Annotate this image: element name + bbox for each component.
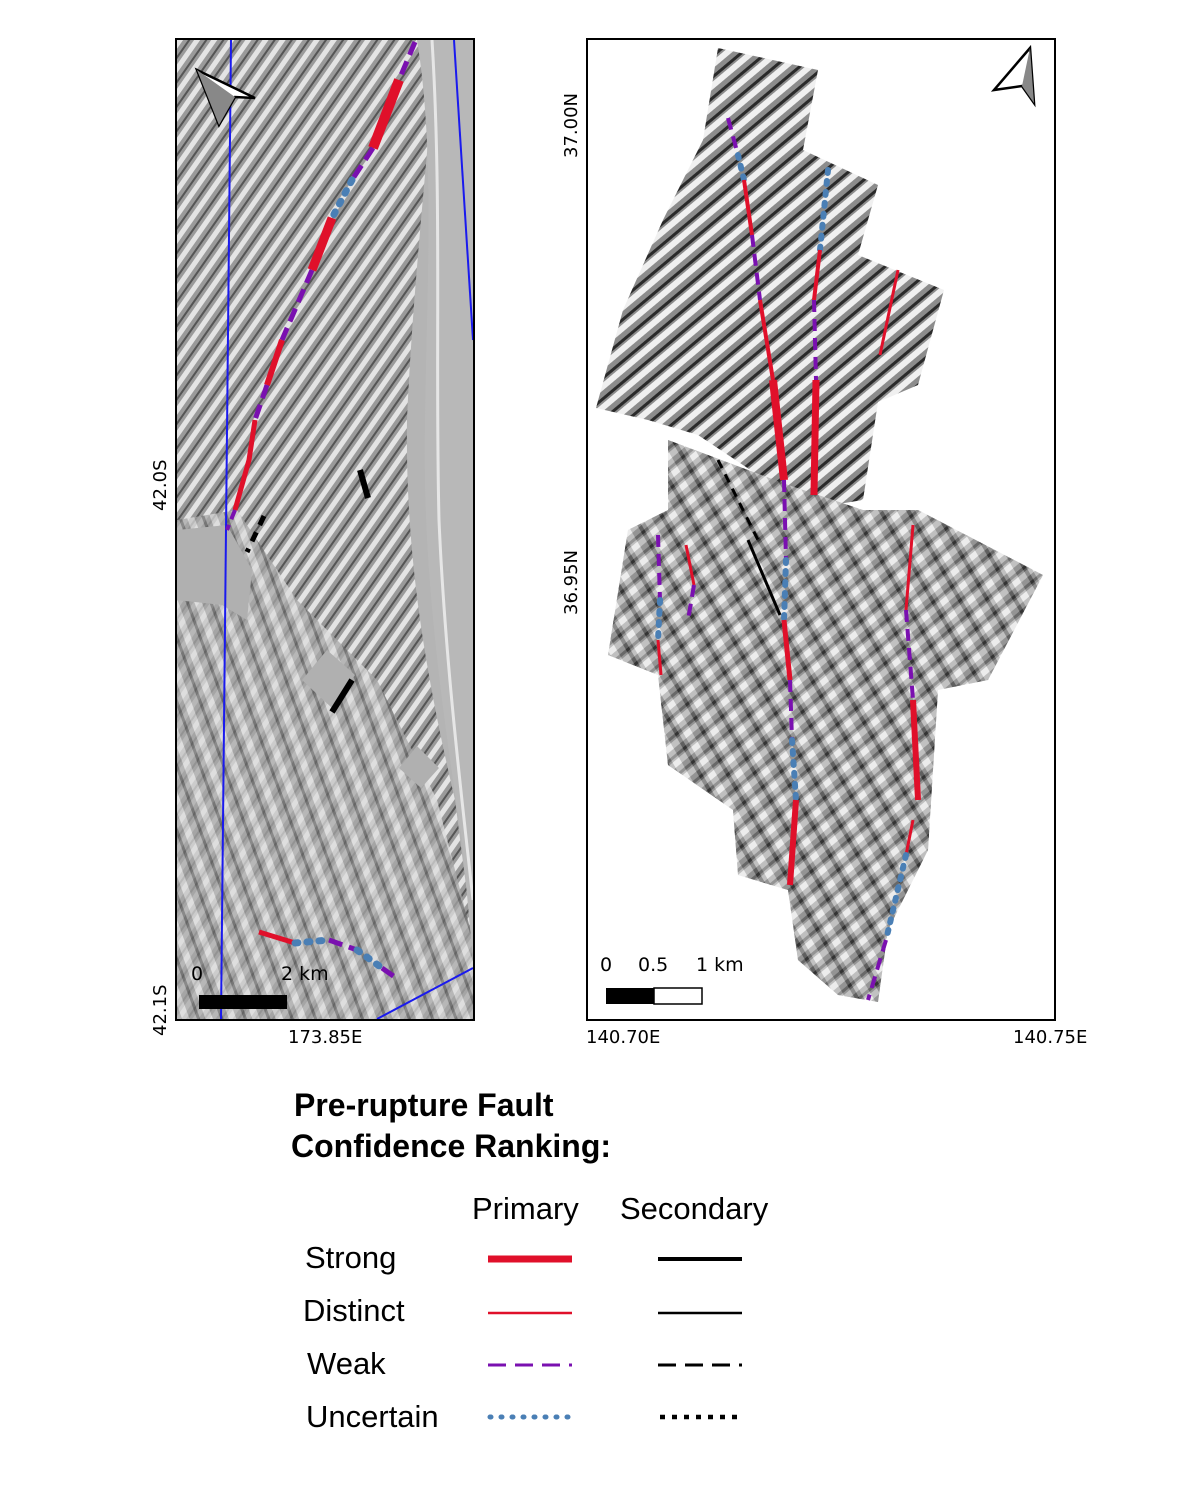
right-y-tick-36-95: 36.95N xyxy=(561,550,582,615)
legend-row-distinct: Distinct xyxy=(303,1293,405,1328)
left-y-tick-42-0: 42.0S xyxy=(150,459,171,511)
legend-title-line2: Confidence Ranking: xyxy=(291,1128,612,1164)
fault-uncertain-primary xyxy=(295,940,329,943)
legend-row-strong: Strong xyxy=(305,1240,397,1275)
legend-col-primary: Primary xyxy=(472,1191,579,1226)
right-y-tick-37-00: 37.00N xyxy=(561,93,582,158)
right-x-tick-140-70: 140.70E xyxy=(586,1027,661,1048)
legend-title-line1: Pre-rupture Fault xyxy=(294,1087,554,1123)
fault-strong-primary xyxy=(814,380,816,495)
legend-row-uncertain: Uncertain xyxy=(306,1399,439,1434)
left-x-tick: 173.85E xyxy=(288,1027,363,1048)
left-y-tick-42-1: 42.1S xyxy=(150,984,171,1036)
scale-label-mid: 0.5 xyxy=(638,954,669,976)
legend-symbols xyxy=(480,1245,760,1435)
legend-row-weak: Weak xyxy=(307,1346,386,1381)
scale-label-end: 2 km xyxy=(281,963,329,985)
right-map[interactable] xyxy=(586,38,1056,1021)
right-terrain-hillshade xyxy=(596,48,1043,1002)
left-map[interactable] xyxy=(175,38,475,1021)
scale-label-start: 0 xyxy=(600,954,613,976)
left-map-canvas xyxy=(177,40,473,1019)
scale-bar xyxy=(199,995,287,1009)
right-x-tick-140-75: 140.75E xyxy=(1013,1027,1088,1048)
scale-bar xyxy=(606,988,702,1004)
legend-col-secondary: Secondary xyxy=(620,1191,769,1226)
north-arrow-icon xyxy=(994,48,1034,103)
scale-label-end: 1 km xyxy=(696,954,744,976)
scale-label-start: 0 xyxy=(191,963,204,985)
right-map-canvas xyxy=(588,40,1054,1019)
